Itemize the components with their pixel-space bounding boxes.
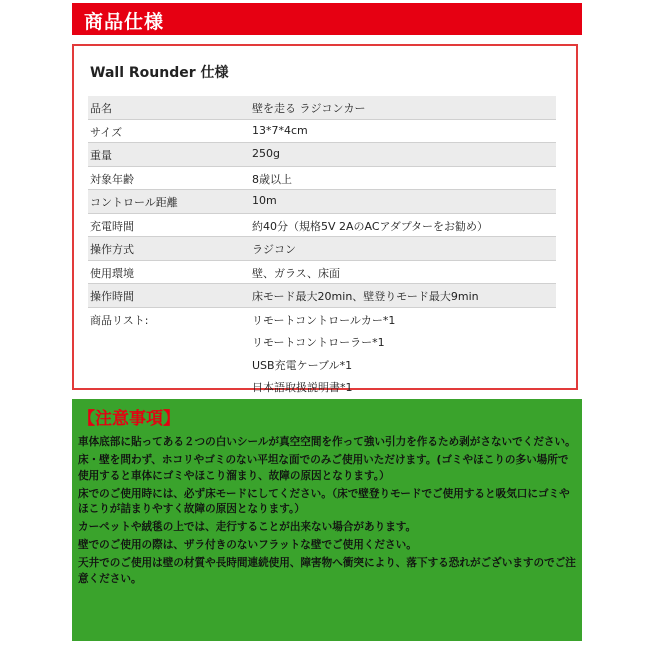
spec-row-age <box>88 167 556 191</box>
spec-row-weight <box>88 143 556 167</box>
product-list-row <box>88 375 556 398</box>
spec-value: 8歳以上 <box>252 172 292 186</box>
spec-label: 使用環境 <box>90 266 134 280</box>
caution-paragraph: 床でのご使用時には、必ず床モードにしてください。（床で壁登りモードでご使用すると吸気口にゴミやほこりが詰まりやすく故障の原因となります。） <box>78 487 570 515</box>
spec-row-size <box>88 120 556 144</box>
spec-row-control-distance <box>88 190 556 214</box>
spec-value: 13*7*4cm <box>252 123 308 137</box>
spec-value: ラジコン <box>252 243 296 256</box>
spec-table <box>88 96 556 398</box>
spec-row-name <box>88 96 556 120</box>
spec-label: 品名 <box>90 102 112 115</box>
spec-row-operation-time <box>88 284 556 308</box>
spec-row-charge-time <box>88 214 556 238</box>
spec-value: 壁、ガラス、床面 <box>252 266 340 280</box>
list-item: USB充電ケーブル*1 <box>252 358 353 372</box>
spec-box <box>72 44 578 394</box>
list-item: 日本語取扱説明書*1 <box>252 381 353 394</box>
caution-paragraph: 天井でのご使用は壁の材質や長時間連続使用、障害物へ衝突により、落下する恐れがございますのでご注意ください。 <box>78 557 576 585</box>
spec-label: コントロール距離 <box>90 196 178 209</box>
spec-value: 床モード最大20min、壁登りモード最大9min <box>252 290 479 303</box>
spec-label: 重量 <box>90 149 112 162</box>
spec-label: 充電時間 <box>90 219 134 233</box>
spec-label: 対象年齢 <box>90 172 134 186</box>
caution-text <box>78 435 578 590</box>
spec-label: 操作時間 <box>90 290 134 303</box>
list-item: リモートコントロールカー*1 <box>252 313 396 327</box>
header-title: 商品仕様 <box>84 11 165 33</box>
product-list-row <box>88 353 556 376</box>
spec-title: Wall Rounder 仕様 <box>90 65 229 81</box>
spec-value: 250g <box>252 147 280 160</box>
caution-box <box>72 399 582 641</box>
caution-paragraph: 車体底部に貼ってある２つの白いシールが真空空間を作って強い引力を作るため剥がさないでください。 <box>78 436 576 448</box>
spec-value: 壁を走る ラジコンカー <box>252 102 366 115</box>
header-bar <box>72 3 582 35</box>
spec-value: 約40分（規格5V 2AのACアダプターをお勧め） <box>252 219 489 233</box>
spec-label: 操作方式 <box>90 243 134 256</box>
spec-row-environment <box>88 261 556 285</box>
caution-paragraph: 壁でのご使用の際は、ザラ付きのないフラットな壁でご使用ください。 <box>78 539 417 551</box>
product-list-row <box>88 308 556 331</box>
spec-label: サイズ <box>90 125 123 139</box>
product-list-row <box>88 330 556 353</box>
product-list-label: 商品リスト: <box>90 313 149 327</box>
caution-paragraph: カーペットや絨毯の上では、走行することが出来ない場合があります。 <box>78 521 417 533</box>
spec-row-operation <box>88 237 556 261</box>
spec-value: 10m <box>252 194 277 207</box>
caution-paragraph: 床・壁を問わず、ホコリやゴミのない平坦な面でのみご使用いただけます。(ゴミやほこりの多い場所で使用すると車体にゴミやほこり溜まり、故障の原因となります。） <box>78 454 569 482</box>
caution-title: 【注意事項】 <box>78 409 180 429</box>
list-item: リモートコントローラー*1 <box>252 336 385 349</box>
